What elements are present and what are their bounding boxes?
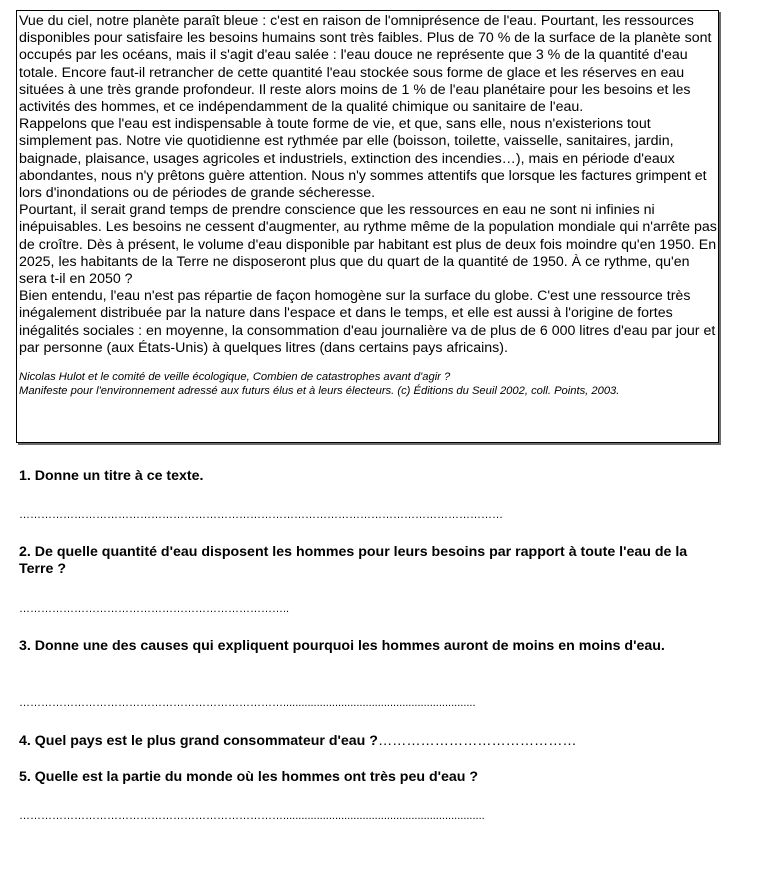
passage-paragraph-3: Pourtant, il serait grand temps de prendre conscience que les ressources en eau ne sont ni infinies ni inépuisables. Les besoins ne cessent d'augmenter, au rythme même de la population mondiale qui n'arrête pas de croître. Dès à présent, le volume d'eau disponible par habitant est plus de deux fois moindre qu'en 1950. En 2025, les habitants de la Terre ne disposeront plus que du quart de la quantité de 1950. À ce rythme, qu'en sera t-il en 2050 ?	[19, 202, 717, 288]
question-2: 2. De quelle quantité d'eau disposent les hommes pour leurs besoins par rapport à toute l'eau de la Terre ?	[19, 544, 688, 577]
question-3: 3. Donne une des causes qui expliquent pourquoi les hommes auront de moins en moins d'eau.	[19, 638, 665, 654]
reading-passage	[16, 10, 719, 443]
answer-line-5[interactable]: ………………………………………………………………..................................................................	[19, 810, 485, 822]
passage-source	[19, 370, 717, 398]
passage-paragraph-4: Bien entendu, l'eau n'est pas répartie de façon homogène sur la surface du globe. C'est une ressource très inégalement distribuée par la nature dans l'espace et dans le temps, et elle est aussi à l'origine de fortes inégalités sociales : en moyenne, la consommation d'eau journalière va de plus de 6 000 litres d'eau par jour et par personne (aux États-Unis) à quelques litres (dans certains pays africains).	[19, 288, 716, 356]
question-4-text: 4. Quel pays est le plus grand consommateur d'eau ?	[19, 733, 378, 749]
answer-line-3[interactable]: ………………………………………………………………...............................................................	[19, 697, 476, 709]
question-1: 1. Donne un titre à ce texte.	[19, 468, 204, 484]
question-4	[19, 733, 739, 750]
passage-paragraph-2: Rappelons que l'eau est indispensable à toute forme de vie, et que, sans elle, nous n'existerions tout simplement pas. Notre vie quotidienne est rythmée par elle (boisson, toilette, vaisselle, sanitaires, jardin, baignade, plaisance, usages agricoles et industriels, extinction des incendies…), mais en période d'eaux abondantes, nous n'y prêtons guère attention. Nous n'y sommes attentifs que lorsque les factures grimpent et lors d'inondations ou de périodes de grande sécheresse.	[19, 116, 707, 202]
passage-paragraph-1: Vue du ciel, notre planète paraît bleue : c'est en raison de l'omniprésence de l'eau. Pourtant, les ressources disponibles pour satisfaire les besoins humains sont très faibles. Plus de 70 % de la surface de la planète sont occupés par les océans, mais il s'agit d'eau salée : l'eau douce ne représente que 3 % de la quantité d'eau totale. Encore faut-il retrancher de cette quantité l'eau stockée sous forme de glace et les réserves en eau situées à une très grande profondeur. Il reste alors moins de 1 % de l'eau planétaire pour les besoins et les activités des hommes, et ce indépendamment de la qualité chimique ou sanitaire de l'eau.	[19, 13, 712, 116]
source-line-2: Manifeste pour l'environnement adressé aux futurs élus et à leurs électeurs. (c) Éditions du Seuil 2002, coll. Points, 2003.	[19, 385, 620, 398]
answer-line-1[interactable]: ……………………………………………………………………………………………………………………	[19, 509, 503, 521]
question-5: 5. Quelle est la partie du monde où les hommes ont très peu d'eau ?	[19, 769, 479, 785]
answer-line-4[interactable]: ……………………………………	[377, 733, 577, 749]
answer-line-2[interactable]: ………………………………………………………………..	[19, 603, 290, 615]
source-line-1: Nicolas Hulot et le comité de veille écologique, Combien de catastrophes avant d'agir ?	[19, 371, 451, 384]
